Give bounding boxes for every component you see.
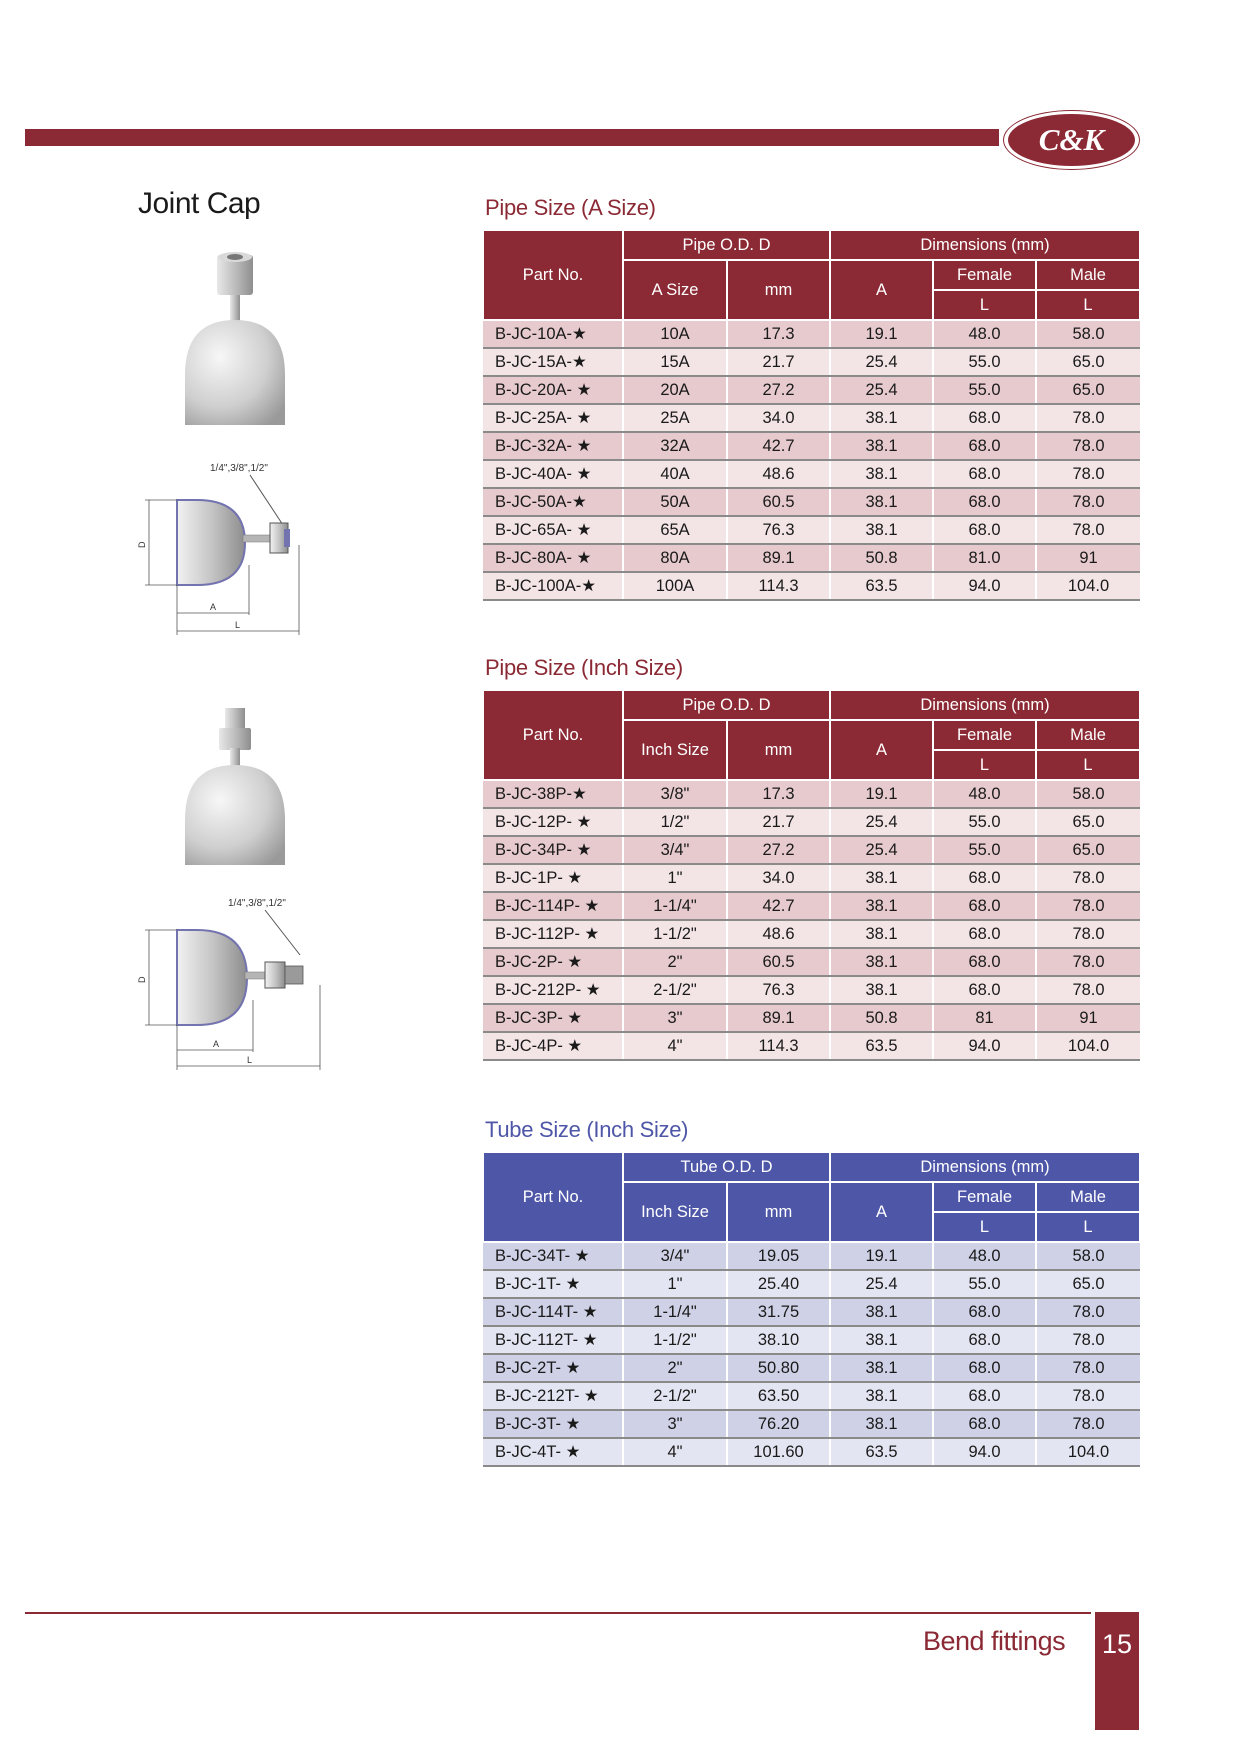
- part-no-cell: B-JC-15A-★: [483, 348, 623, 376]
- part-no-cell: B-JC-3P- ★: [483, 1004, 623, 1032]
- od-mm-cell: 17.3: [727, 780, 830, 808]
- male-l-cell: 78.0: [1036, 1382, 1140, 1410]
- part-no-cell: B-JC-34P- ★: [483, 836, 623, 864]
- dim-a-cell: 25.4: [830, 1270, 933, 1298]
- od-mm-cell: 42.7: [727, 892, 830, 920]
- header-male-l: L: [1036, 750, 1140, 780]
- size-cell: 1-1/4": [623, 892, 727, 920]
- od-mm-cell: 25.40: [727, 1270, 830, 1298]
- table-row: [483, 1326, 1140, 1354]
- size-cell: 1": [623, 864, 727, 892]
- header-bar: [25, 129, 999, 146]
- female-l-cell: 55.0: [933, 376, 1036, 404]
- dim-a-cell: 25.4: [830, 836, 933, 864]
- header-part-no: Part No.: [483, 1152, 623, 1242]
- dim-d-label: D: [137, 976, 147, 983]
- part-no-cell: B-JC-12P- ★: [483, 808, 623, 836]
- male-l-cell: 78.0: [1036, 1354, 1140, 1382]
- part-no-cell: B-JC-40A- ★: [483, 460, 623, 488]
- od-mm-cell: 89.1: [727, 544, 830, 572]
- female-l-cell: 48.0: [933, 320, 1036, 348]
- od-mm-cell: 27.2: [727, 836, 830, 864]
- od-mm-cell: 89.1: [727, 1004, 830, 1032]
- size-cell: 10A: [623, 320, 727, 348]
- female-l-cell: 81: [933, 1004, 1036, 1032]
- od-mm-cell: 21.7: [727, 348, 830, 376]
- table-row: [483, 1242, 1140, 1270]
- header-a: A: [830, 260, 933, 320]
- od-mm-cell: 48.6: [727, 460, 830, 488]
- size-cell: 2": [623, 948, 727, 976]
- part-no-cell: B-JC-38P-★: [483, 780, 623, 808]
- male-l-cell: 78.0: [1036, 516, 1140, 544]
- od-mm-cell: 34.0: [727, 864, 830, 892]
- male-l-cell: 78.0: [1036, 864, 1140, 892]
- tube-inch-size-table: [482, 1151, 1141, 1467]
- table-row: [483, 1410, 1140, 1438]
- brand-logo: C&K: [1008, 114, 1135, 166]
- od-mm-cell: 19.05: [727, 1242, 830, 1270]
- header-male: Male: [1036, 260, 1140, 290]
- dim-a-cell: 38.1: [830, 920, 933, 948]
- table-row: [483, 892, 1140, 920]
- thread-size-label: 1/4",3/8",1/2": [228, 898, 286, 909]
- female-l-cell: 68.0: [933, 1410, 1036, 1438]
- male-l-cell: 78.0: [1036, 1326, 1140, 1354]
- size-cell: 25A: [623, 404, 727, 432]
- male-l-cell: 78.0: [1036, 920, 1140, 948]
- female-l-cell: 68.0: [933, 864, 1036, 892]
- part-no-cell: B-JC-10A-★: [483, 320, 623, 348]
- header-male: Male: [1036, 1182, 1140, 1212]
- dim-a-label: A: [210, 602, 217, 612]
- dim-a-cell: 38.1: [830, 460, 933, 488]
- header-size: Inch Size: [623, 1182, 727, 1242]
- female-l-cell: 68.0: [933, 976, 1036, 1004]
- od-mm-cell: 21.7: [727, 808, 830, 836]
- size-cell: 50A: [623, 488, 727, 516]
- od-mm-cell: 60.5: [727, 948, 830, 976]
- size-cell: 2": [623, 1354, 727, 1382]
- part-no-cell: B-JC-3T- ★: [483, 1410, 623, 1438]
- male-l-cell: 78.0: [1036, 460, 1140, 488]
- dim-a-cell: 50.8: [830, 1004, 933, 1032]
- size-cell: 65A: [623, 516, 727, 544]
- header-size: Inch Size: [623, 720, 727, 780]
- od-mm-cell: 31.75: [727, 1298, 830, 1326]
- size-cell: 1-1/2": [623, 920, 727, 948]
- od-mm-cell: 17.3: [727, 320, 830, 348]
- table-row: [483, 1032, 1140, 1060]
- table-row: [483, 404, 1140, 432]
- female-l-cell: 55.0: [933, 808, 1036, 836]
- female-l-cell: 94.0: [933, 1032, 1036, 1060]
- od-mm-cell: 50.80: [727, 1354, 830, 1382]
- female-l-cell: 55.0: [933, 1270, 1036, 1298]
- size-cell: 1-1/2": [623, 1326, 727, 1354]
- female-l-cell: 48.0: [933, 1242, 1036, 1270]
- od-mm-cell: 76.3: [727, 516, 830, 544]
- od-mm-cell: 38.10: [727, 1326, 830, 1354]
- table-row: [483, 1382, 1140, 1410]
- female-joint-cap-diagram: [135, 455, 325, 640]
- male-joint-cap-photo: [180, 700, 290, 865]
- size-cell: 40A: [623, 460, 727, 488]
- male-l-cell: 65.0: [1036, 836, 1140, 864]
- table-row: [483, 780, 1140, 808]
- header-part-no: Part No.: [483, 690, 623, 780]
- size-cell: 20A: [623, 376, 727, 404]
- od-mm-cell: 76.3: [727, 976, 830, 1004]
- dim-a-cell: 19.1: [830, 780, 933, 808]
- table-row: [483, 1004, 1140, 1032]
- table-row: [483, 976, 1140, 1004]
- dim-d-label: D: [137, 541, 147, 548]
- female-l-cell: 68.0: [933, 1354, 1036, 1382]
- dim-a-cell: 25.4: [830, 808, 933, 836]
- part-no-cell: B-JC-114T- ★: [483, 1298, 623, 1326]
- female-l-cell: 94.0: [933, 1438, 1036, 1466]
- male-l-cell: 58.0: [1036, 1242, 1140, 1270]
- part-no-cell: B-JC-100A-★: [483, 572, 623, 600]
- male-l-cell: 91: [1036, 1004, 1140, 1032]
- dim-a-cell: 63.5: [830, 1032, 933, 1060]
- dim-a-cell: 38.1: [830, 404, 933, 432]
- size-cell: 3/8": [623, 780, 727, 808]
- dim-a-cell: 38.1: [830, 1326, 933, 1354]
- dim-a-cell: 38.1: [830, 976, 933, 1004]
- footer-section-label: Bend fittings: [923, 1626, 1066, 1656]
- male-l-cell: 65.0: [1036, 348, 1140, 376]
- od-mm-cell: 60.5: [727, 488, 830, 516]
- male-l-cell: 65.0: [1036, 1270, 1140, 1298]
- header-female-l: L: [933, 1212, 1036, 1242]
- table-row: [483, 1298, 1140, 1326]
- female-l-cell: 68.0: [933, 460, 1036, 488]
- header-mm: mm: [727, 1182, 830, 1242]
- header-male: Male: [1036, 720, 1140, 750]
- section-title-pipe-inch-size: Pipe Size (Inch Size): [485, 655, 683, 680]
- part-no-cell: B-JC-80A- ★: [483, 544, 623, 572]
- size-cell: 3/4": [623, 836, 727, 864]
- table-row: [483, 836, 1140, 864]
- part-no-cell: B-JC-50A-★: [483, 488, 623, 516]
- male-l-cell: 91: [1036, 544, 1140, 572]
- male-l-cell: 104.0: [1036, 572, 1140, 600]
- table-row: [483, 544, 1140, 572]
- part-no-cell: B-JC-2P- ★: [483, 948, 623, 976]
- female-l-cell: 55.0: [933, 836, 1036, 864]
- table-row: [483, 1270, 1140, 1298]
- female-joint-cap-photo: [180, 245, 290, 425]
- table-row: [483, 320, 1140, 348]
- male-l-cell: 78.0: [1036, 1410, 1140, 1438]
- dim-a-cell: 25.4: [830, 376, 933, 404]
- part-no-cell: B-JC-112T- ★: [483, 1326, 623, 1354]
- male-l-cell: 65.0: [1036, 808, 1140, 836]
- dim-a-cell: 25.4: [830, 348, 933, 376]
- female-l-cell: 68.0: [933, 488, 1036, 516]
- female-l-cell: 68.0: [933, 920, 1036, 948]
- male-l-cell: 78.0: [1036, 488, 1140, 516]
- table-row: [483, 488, 1140, 516]
- od-mm-cell: 114.3: [727, 1032, 830, 1060]
- dim-a-cell: 38.1: [830, 516, 933, 544]
- size-cell: 2-1/2": [623, 1382, 727, 1410]
- dim-a-cell: 63.5: [830, 572, 933, 600]
- od-mm-cell: 76.20: [727, 1410, 830, 1438]
- header-od-group: Pipe O.D. D: [623, 230, 830, 260]
- dim-a-cell: 19.1: [830, 320, 933, 348]
- size-cell: 3": [623, 1410, 727, 1438]
- header-female: Female: [933, 1182, 1036, 1212]
- part-no-cell: B-JC-112P- ★: [483, 920, 623, 948]
- dim-l-label: L: [247, 1055, 253, 1065]
- header-female: Female: [933, 720, 1036, 750]
- table-row: [483, 572, 1140, 600]
- table-row: [483, 1354, 1140, 1382]
- part-no-cell: B-JC-1P- ★: [483, 864, 623, 892]
- dim-a-cell: 50.8: [830, 544, 933, 572]
- part-no-cell: B-JC-32A- ★: [483, 432, 623, 460]
- header-male-l: L: [1036, 1212, 1140, 1242]
- size-cell: 2-1/2": [623, 976, 727, 1004]
- female-l-cell: 68.0: [933, 1326, 1036, 1354]
- header-female-l: L: [933, 750, 1036, 780]
- header-a: A: [830, 720, 933, 780]
- size-cell: 1/2": [623, 808, 727, 836]
- part-no-cell: B-JC-212P- ★: [483, 976, 623, 1004]
- male-l-cell: 78.0: [1036, 948, 1140, 976]
- dim-a-cell: 38.1: [830, 1410, 933, 1438]
- dim-a-cell: 38.1: [830, 488, 933, 516]
- page-number: 15: [1101, 1629, 1133, 1659]
- dim-a-cell: 38.1: [830, 1298, 933, 1326]
- size-cell: 32A: [623, 432, 727, 460]
- part-no-cell: B-JC-4T- ★: [483, 1438, 623, 1466]
- female-l-cell: 68.0: [933, 432, 1036, 460]
- part-no-cell: B-JC-65A- ★: [483, 516, 623, 544]
- table-row: [483, 376, 1140, 404]
- part-no-cell: B-JC-1T- ★: [483, 1270, 623, 1298]
- size-cell: 3": [623, 1004, 727, 1032]
- header-od-group: Tube O.D. D: [623, 1152, 830, 1182]
- header-male-l: L: [1036, 290, 1140, 320]
- size-cell: 80A: [623, 544, 727, 572]
- dim-a-cell: 38.1: [830, 892, 933, 920]
- part-no-cell: B-JC-20A- ★: [483, 376, 623, 404]
- header-mm: mm: [727, 260, 830, 320]
- female-l-cell: 94.0: [933, 572, 1036, 600]
- table-row: [483, 460, 1140, 488]
- header-dimensions-group: Dimensions (mm): [830, 1152, 1140, 1182]
- female-l-cell: 68.0: [933, 948, 1036, 976]
- male-l-cell: 65.0: [1036, 376, 1140, 404]
- male-l-cell: 78.0: [1036, 432, 1140, 460]
- male-l-cell: 104.0: [1036, 1032, 1140, 1060]
- dim-a-cell: 38.1: [830, 1382, 933, 1410]
- male-l-cell: 78.0: [1036, 892, 1140, 920]
- male-l-cell: 78.0: [1036, 404, 1140, 432]
- male-joint-cap-diagram: [135, 890, 325, 1075]
- female-l-cell: 68.0: [933, 1298, 1036, 1326]
- part-no-cell: B-JC-2T- ★: [483, 1354, 623, 1382]
- table-row: [483, 432, 1140, 460]
- table-row: [483, 348, 1140, 376]
- part-no-cell: B-JC-114P- ★: [483, 892, 623, 920]
- female-l-cell: 68.0: [933, 1382, 1036, 1410]
- dim-a-cell: 38.1: [830, 948, 933, 976]
- od-mm-cell: 42.7: [727, 432, 830, 460]
- size-cell: 1": [623, 1270, 727, 1298]
- part-no-cell: B-JC-4P- ★: [483, 1032, 623, 1060]
- od-mm-cell: 63.50: [727, 1382, 830, 1410]
- table-row: [483, 864, 1140, 892]
- male-l-cell: 58.0: [1036, 320, 1140, 348]
- female-l-cell: 48.0: [933, 780, 1036, 808]
- female-l-cell: 68.0: [933, 892, 1036, 920]
- header-mm: mm: [727, 720, 830, 780]
- od-mm-cell: 34.0: [727, 404, 830, 432]
- od-mm-cell: 114.3: [727, 572, 830, 600]
- od-mm-cell: 27.2: [727, 376, 830, 404]
- size-cell: 1-1/4": [623, 1298, 727, 1326]
- male-l-cell: 78.0: [1036, 976, 1140, 1004]
- pipe-inch-size-table: [482, 689, 1141, 1061]
- od-mm-cell: 48.6: [727, 920, 830, 948]
- size-cell: 3/4": [623, 1242, 727, 1270]
- table-row: [483, 1438, 1140, 1466]
- female-l-cell: 68.0: [933, 404, 1036, 432]
- part-no-cell: B-JC-34T- ★: [483, 1242, 623, 1270]
- footer-rule: [25, 1612, 1091, 1614]
- size-cell: 4": [623, 1438, 727, 1466]
- section-title-pipe-a-size: Pipe Size (A Size): [485, 195, 656, 220]
- dim-a-cell: 38.1: [830, 864, 933, 892]
- dim-a-cell: 38.1: [830, 1354, 933, 1382]
- dim-l-label: L: [235, 620, 241, 630]
- header-female-l: L: [933, 290, 1036, 320]
- male-l-cell: 58.0: [1036, 780, 1140, 808]
- table-row: [483, 948, 1140, 976]
- female-l-cell: 68.0: [933, 516, 1036, 544]
- dim-a-cell: 63.5: [830, 1438, 933, 1466]
- header-size: A Size: [623, 260, 727, 320]
- part-no-cell: B-JC-25A- ★: [483, 404, 623, 432]
- size-cell: 100A: [623, 572, 727, 600]
- table-row: [483, 808, 1140, 836]
- od-mm-cell: 101.60: [727, 1438, 830, 1466]
- female-l-cell: 81.0: [933, 544, 1036, 572]
- page-number-box: [1095, 1612, 1139, 1730]
- header-part-no: Part No.: [483, 230, 623, 320]
- table-row: [483, 516, 1140, 544]
- female-l-cell: 55.0: [933, 348, 1036, 376]
- size-cell: 15A: [623, 348, 727, 376]
- header-a: A: [830, 1182, 933, 1242]
- header-dimensions-group: Dimensions (mm): [830, 690, 1140, 720]
- male-l-cell: 104.0: [1036, 1438, 1140, 1466]
- thread-size-label: 1/4",3/8",1/2": [210, 463, 268, 474]
- size-cell: 4": [623, 1032, 727, 1060]
- header-female: Female: [933, 260, 1036, 290]
- product-title: Joint Cap: [138, 187, 261, 220]
- part-no-cell: B-JC-212T- ★: [483, 1382, 623, 1410]
- section-title-tube-inch-size: Tube Size (Inch Size): [485, 1117, 689, 1142]
- male-l-cell: 78.0: [1036, 1298, 1140, 1326]
- dim-a-label: A: [213, 1039, 220, 1049]
- table-row: [483, 920, 1140, 948]
- header-od-group: Pipe O.D. D: [623, 690, 830, 720]
- pipe-a-size-table: [482, 229, 1141, 601]
- dim-a-cell: 38.1: [830, 432, 933, 460]
- dim-a-cell: 19.1: [830, 1242, 933, 1270]
- header-dimensions-group: Dimensions (mm): [830, 230, 1140, 260]
